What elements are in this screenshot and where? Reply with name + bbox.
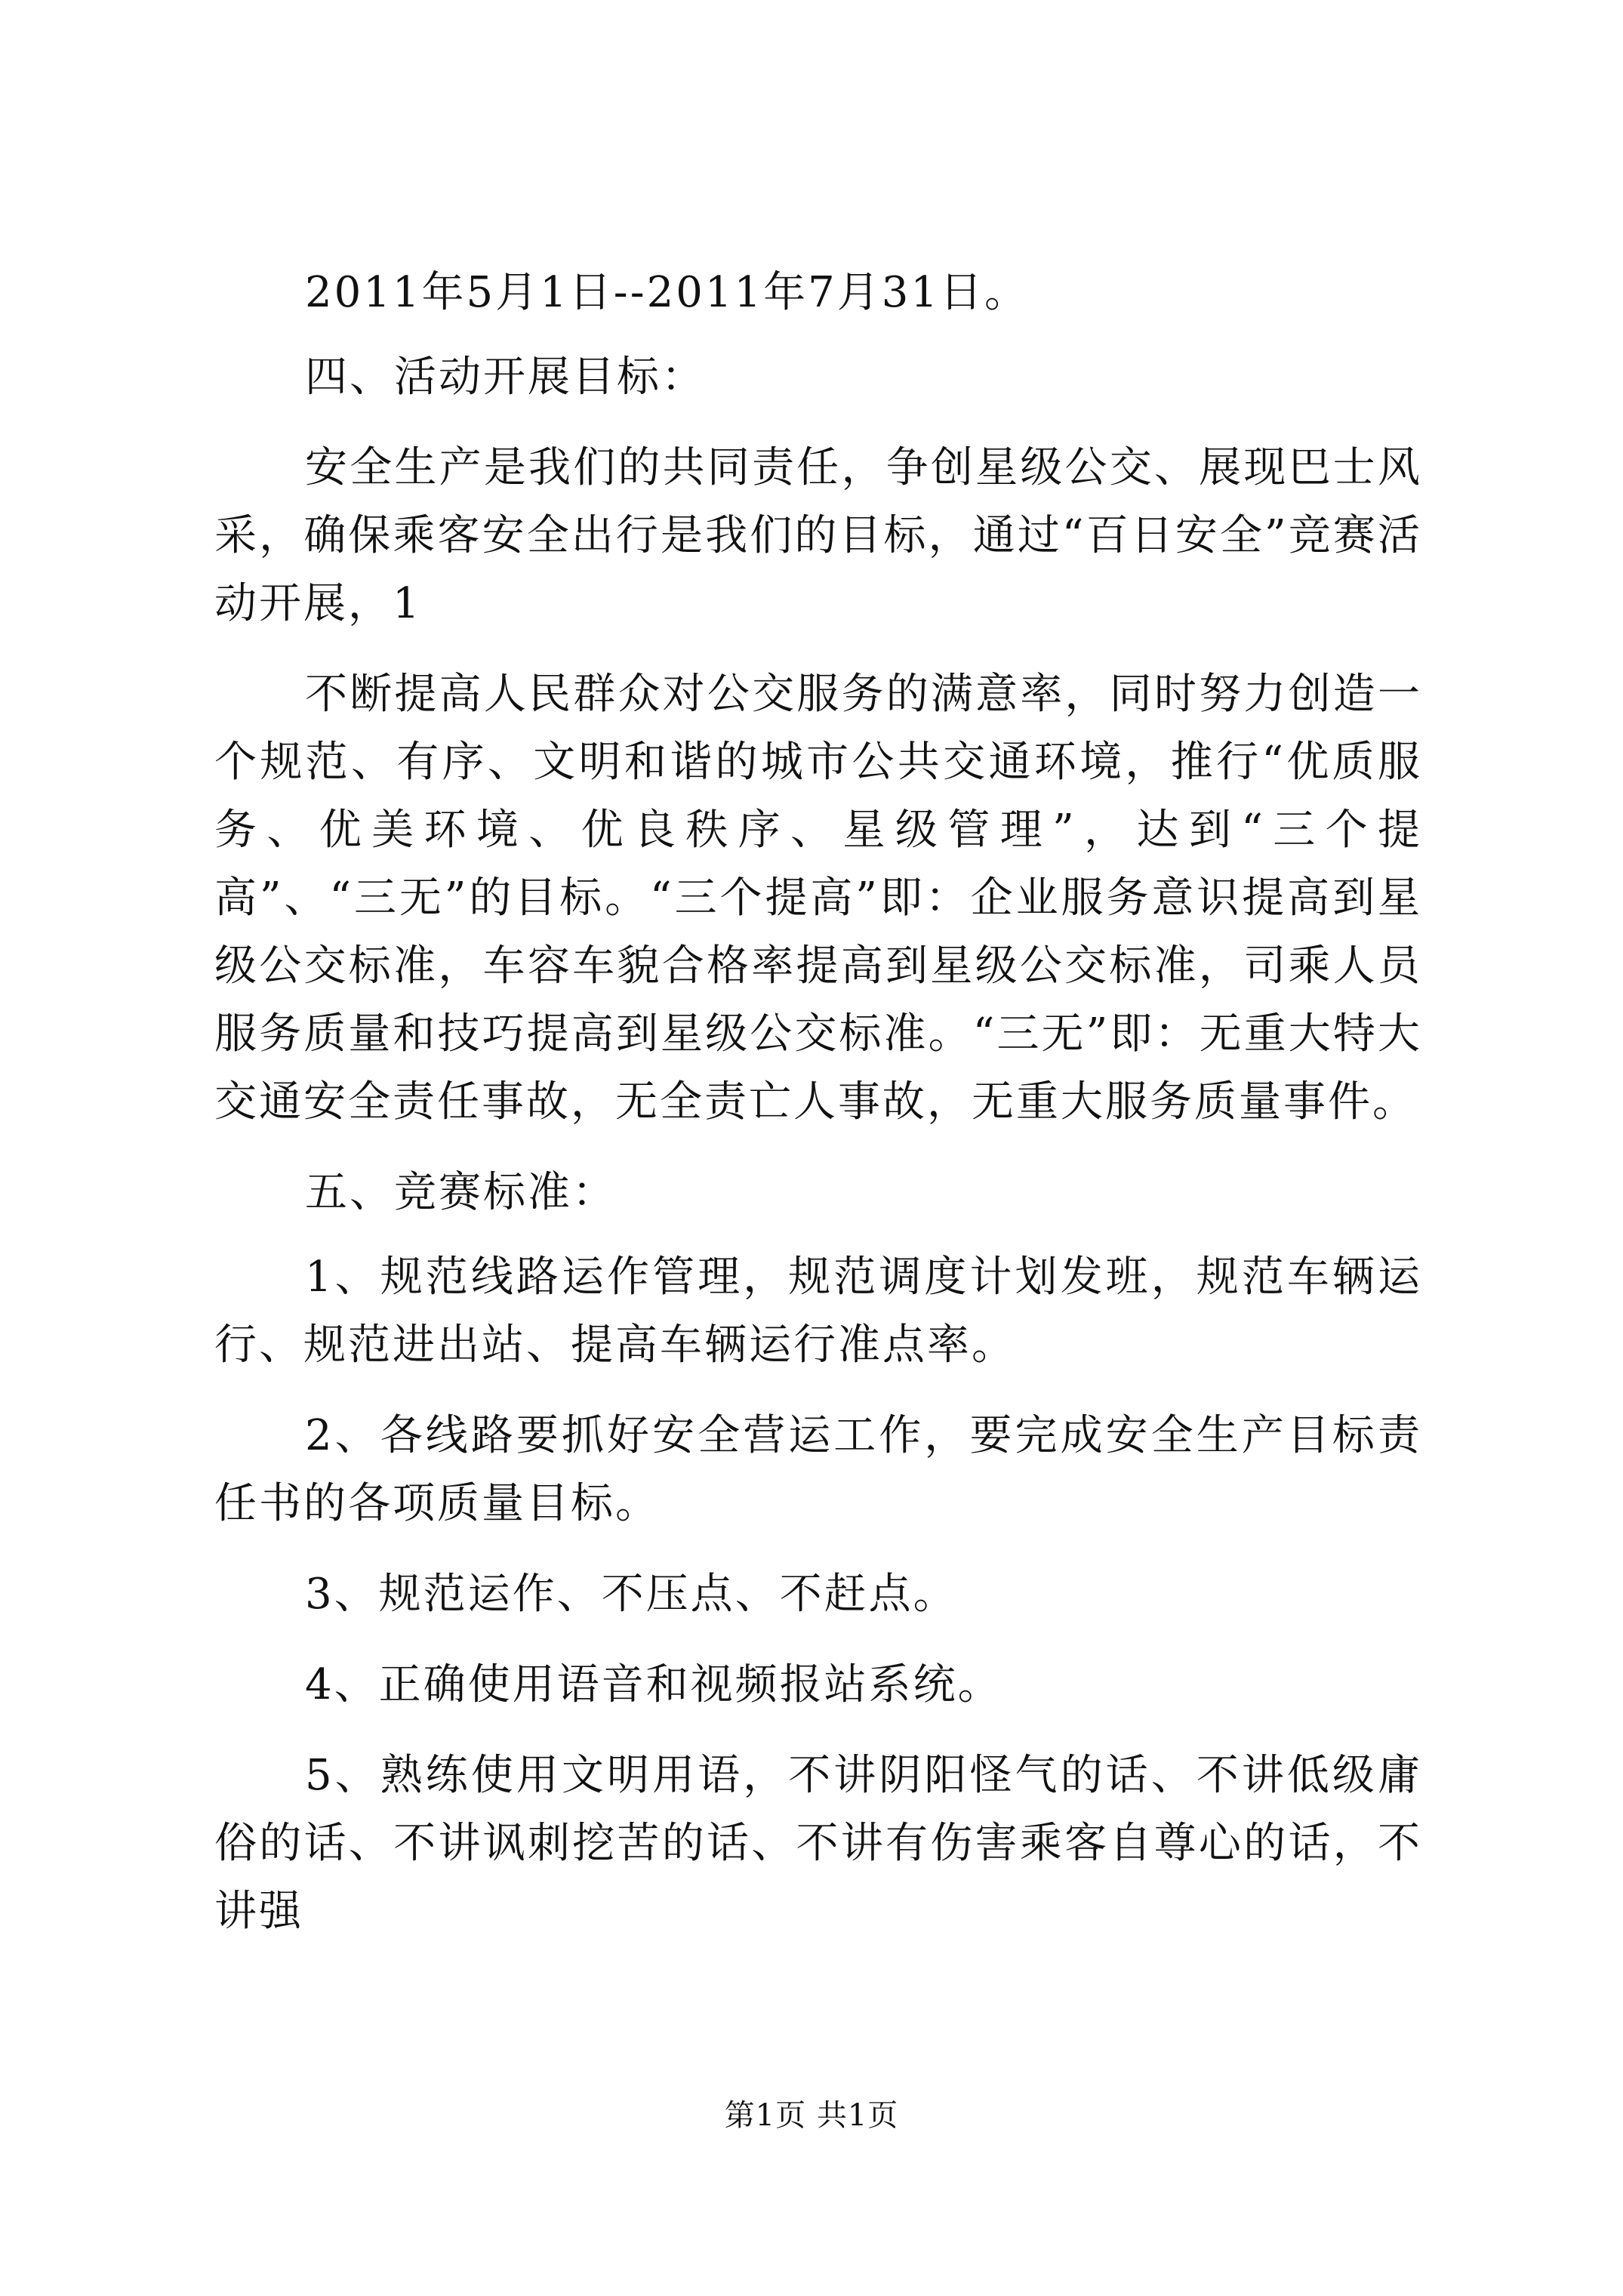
list-item-standard-5: 5、熟练使用文明用语，不讲阴阳怪气的话、不讲低级庸俗的话、不讲讽刺挖苦的话、不讲有伤害乘客自尊心的话，不讲强: [214, 1751, 1422, 1936]
list-item-standard-1: 1、规范线路运作管理，规范调度计划发班，规范车辆运行、规范进出站、提高车辆运行准点率。: [214, 1253, 1422, 1370]
paragraph-date-range: 2011年5月1日--2011年7月31日。: [305, 268, 1030, 317]
heading-activity-goals: 四、活动开展目标：: [305, 353, 706, 402]
paragraph-goals-detail: 不断提高人民群众对公交服务的满意率，同时努力创造一个规范、有序、文明和谐的城市公共交通环境，推行“优质服务、优美环境、优良秩序、星级管理”，达到“三个提高”、“三无”的目标。“三个提高”即：企业服务意识提高到星级公交标准，车容车貌合格率提高到星级公交标准，司乘人员服务质量和技巧提高到星级公交标准。“三无”即：无重大特大交通安全责任事故，无全责亡人事故，无重大服务质量事件。: [214, 670, 1422, 1126]
document-body: [214, 259, 1422, 1946]
list-item-standard-2: 2、各线路要抓好安全营运工作，要完成安全生产目标责任书的各项质量目标。: [214, 1411, 1422, 1528]
page-number-footer: 第1页 共1页: [724, 2098, 899, 2133]
list-item-standard-3: 3、规范运作、不压点、不赶点。: [305, 1570, 958, 1619]
paragraph-goals-intro: 安全生产是我们的共同责任，争创星级公交、展现巴士风采，确保乘客安全出行是我们的目标，通过“百日安全”竞赛活动开展，1: [214, 443, 1422, 628]
heading-competition-standards: 五、竞赛标准：: [305, 1168, 617, 1217]
list-item-standard-4: 4、正确使用语音和视频报站系统。: [305, 1660, 1002, 1709]
